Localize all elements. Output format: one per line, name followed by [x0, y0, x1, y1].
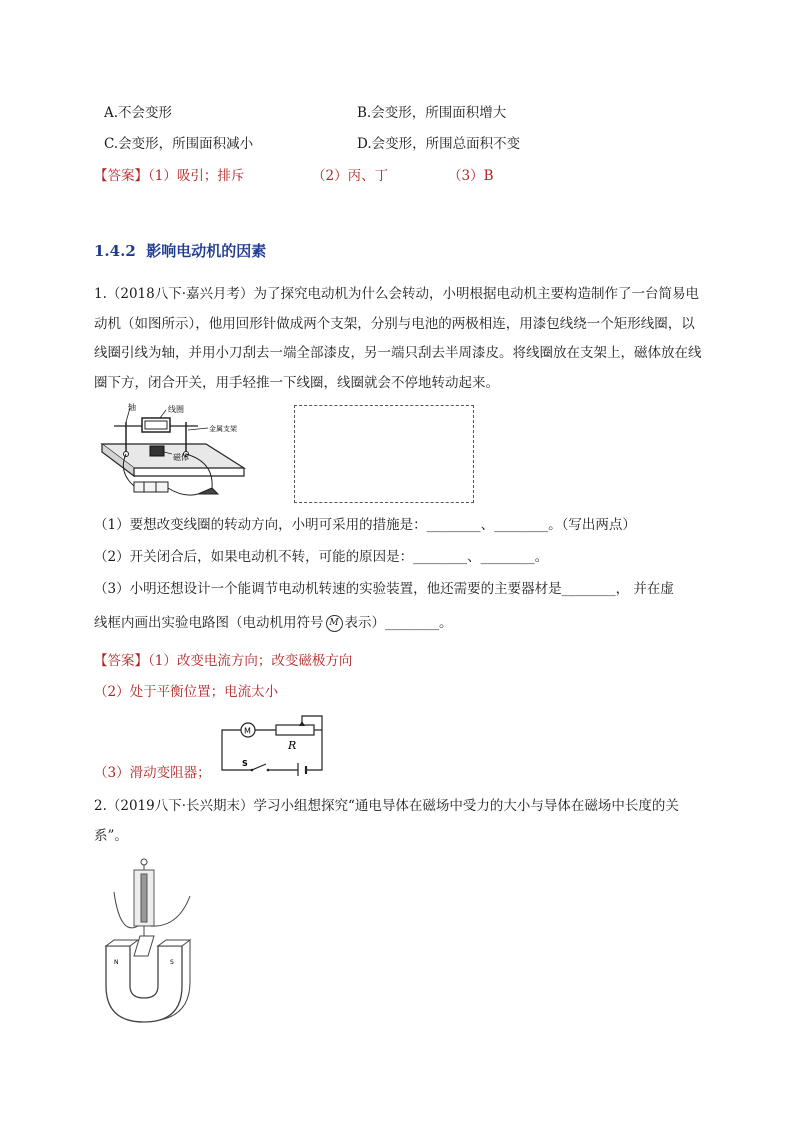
label-axis: 轴 — [128, 403, 136, 412]
option-b: B.会变形，所围面积增大 — [357, 105, 507, 121]
question-1-sub-3-cont — [94, 611, 453, 632]
option-d: D.会变形，所围总面积不变 — [357, 136, 521, 152]
magnet-s-label: S — [170, 959, 174, 966]
option-a: A.不会变形 — [104, 105, 173, 121]
circuit-drawing-box — [294, 405, 474, 503]
label-coil: 线圈 — [168, 405, 184, 414]
u-magnet-figure — [100, 856, 204, 1026]
answer-2-line-2: （2）处于平衡位置；电流太小 — [94, 684, 279, 700]
motor-apparatus-figure — [94, 402, 254, 502]
question-2-text: 2.（2019八下·长兴期末）学习小组想探究“通电导体在磁场中受力的大小与导体在磁场中长度的关系”。 — [94, 798, 679, 844]
answer-tag: 【答案】 — [94, 653, 148, 669]
circuit-switch-label: S — [242, 759, 248, 768]
answer-circuit-diagram — [218, 714, 328, 776]
circuit-motor-label: M — [244, 726, 251, 736]
question-1-sub-1: （1）要想改变线圈的转动方向，小明可采用的措施是：________、________。（写出两点） — [94, 517, 636, 533]
sub-3-text-pre: 线框内画出实验电路图（电动机用符号 — [94, 615, 324, 631]
circuit-resistor-label: R — [288, 739, 297, 752]
answer-2-line-1 — [94, 649, 352, 669]
question-1-sub-3: （3）小明还想设计一个能调节电动机转速的实验装置，他还需要的主要器材是________， 并在虚 — [94, 581, 674, 597]
answer-2-line-3: （3）滑动变阻器； — [94, 765, 211, 781]
question-1-sub-2: （2）开关闭合后，如果电动机不转，可能的原因是：________、________。 — [94, 549, 549, 565]
section-title: 影响电动机的因素 — [146, 242, 267, 260]
answer-1-part-3: （3）B — [448, 168, 494, 184]
label-magnet: 磁体 — [173, 453, 189, 462]
answer-1 — [94, 164, 244, 184]
answer-2-text-1: （1）改变电流方向；改变磁极方向 — [148, 653, 353, 669]
answer-tag: 【答案】 — [94, 168, 148, 184]
magnet-n-label: N — [114, 959, 119, 966]
answer-1-part-2: （2）丙、丁 — [312, 168, 389, 184]
answer-1-part-1: （1）吸引；排斥 — [148, 168, 245, 184]
motor-symbol-icon: M — [326, 615, 343, 632]
label-bracket: 金属支架 — [209, 425, 237, 433]
section-heading — [94, 240, 266, 261]
option-c: C.会变形，所围面积减小 — [104, 136, 254, 152]
section-number: 1.4.2 — [94, 242, 136, 260]
question-1-intro: 1.（2018八下·嘉兴月考）为了探究电动机为什么会转动，小明根据电动机主要构造制作了一台简易电动机（如图所示），他用回形针做成两个支架，分别与电池的两极相连，用漆包线绕一个矩形线圈，以线圈引线为轴，并用小刀刮去一端全部漆皮，另一端只刮去半周漆皮。将线圈放在支架上，磁体放在线圈下方，闭合开关，用手轻推一下线圈，线圈就会不停地转动起来。 — [94, 286, 702, 391]
sub-3-text-post: 表示）________。 — [344, 615, 453, 631]
